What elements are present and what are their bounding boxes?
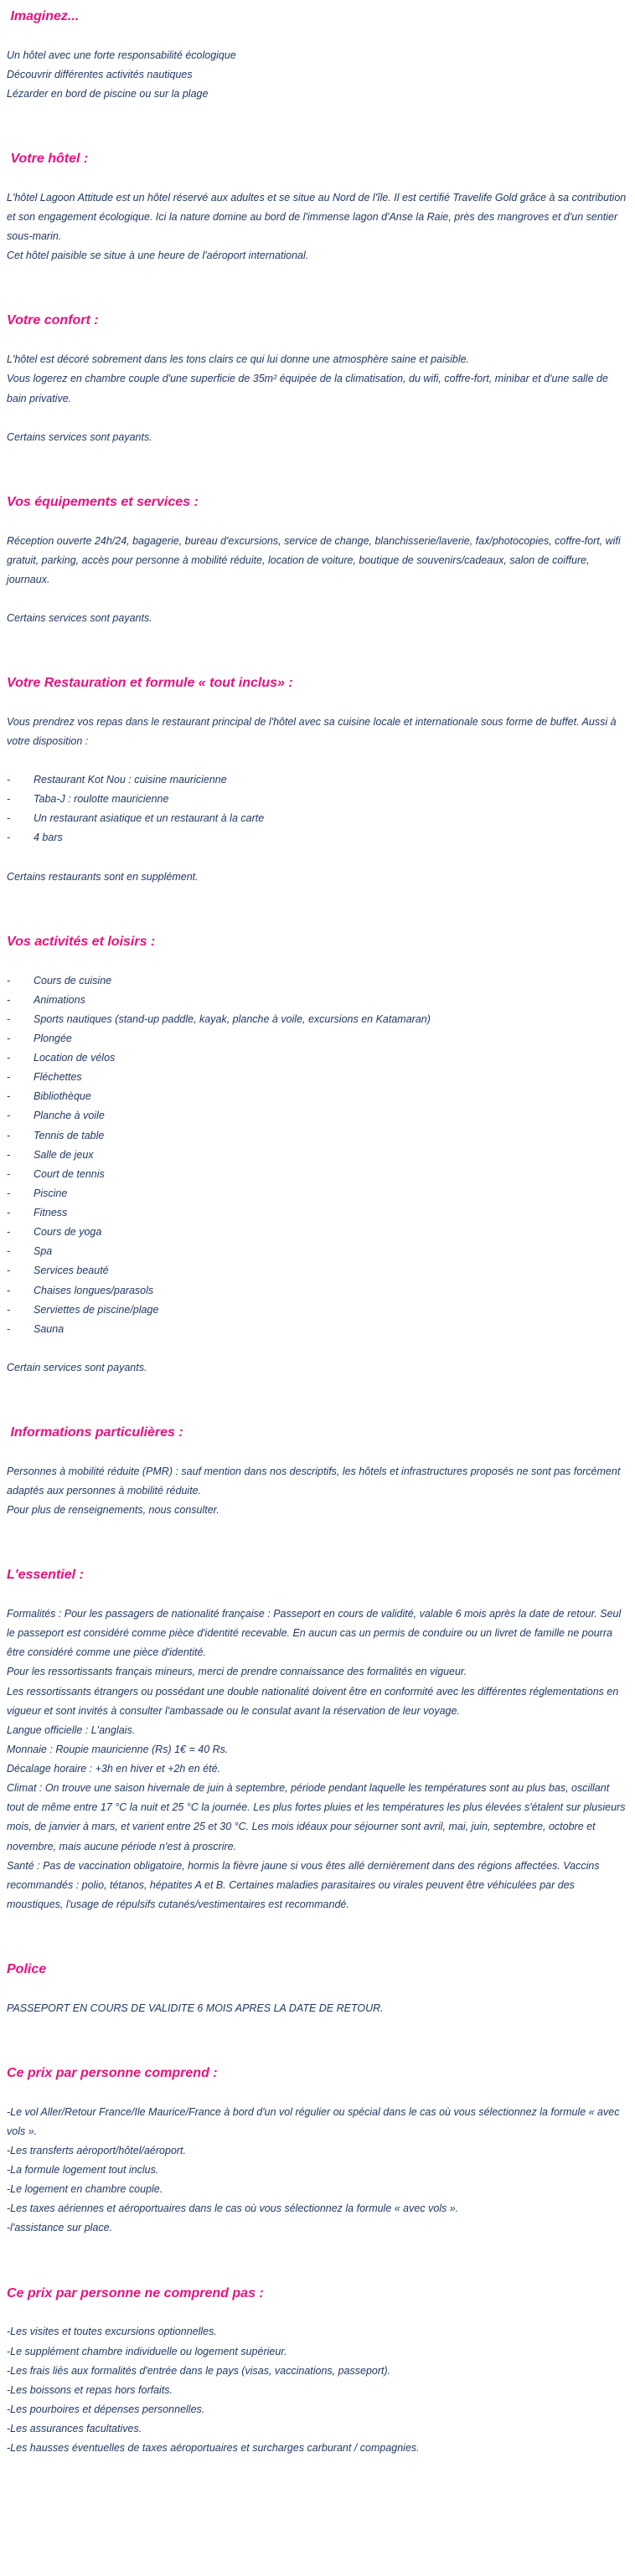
document-body [7, 8, 627, 2458]
paragraph: Formalités : Pour les passagers de nationalité française : Passeport en cours de validité, valable 6 mois après la date de retour. Seul le passeport est considéré comme pièce d'identité recevable. En aucun cas un permis de conduire ou un livret de famille ne pourra être considéré comme une pièce d'identité. [7, 1608, 624, 1659]
blank-line [7, 848, 627, 868]
dash-bullet: - [7, 774, 11, 786]
paragraph: L'hôtel Lagoon Attitude est un hôtel réservé aux adultes et se situe au Nord de l'île. Il est certifié Travelife Gold grâce à sa contribution et son engagement écologique. Ici la nature domine au bord de l'immense lagon d'Anse la Raie, près des mangroves et d'un sentier sous-marin. [7, 191, 629, 243]
dash-list-item [7, 991, 627, 1010]
paragraph: Certains services sont payants. [7, 430, 152, 443]
text-line: -Les boissons et repas hors forfaits. [7, 2383, 173, 2396]
paragraph: Langue officielle : L'anglais. [7, 1723, 136, 1736]
section-heading-equipements-services: Vos équipements et services : [7, 494, 199, 509]
section-heading-prix-ne-comprend-pas: Ce prix par personne ne comprend pas : [7, 2285, 264, 2300]
dash-list-item [7, 1320, 627, 1339]
section-votre-confort [7, 312, 627, 446]
section-equipements-services [7, 494, 627, 628]
section-heading-essentiel: L'essentiel : [7, 1568, 84, 1583]
section-prix-comprend [7, 2065, 627, 2239]
section-heading-votre-confort: Votre confort : [7, 313, 99, 328]
text-line: -Les pourboires et dépenses personnelles. [7, 2403, 205, 2415]
dash-item-text: Fléchettes [34, 1071, 82, 1084]
dash-item-text: Planche à voile [34, 1110, 105, 1122]
dash-bullet: - [7, 1012, 11, 1025]
dash-item-text: Sauna [34, 1322, 65, 1335]
text-line: Découvrir différentes activités nautiques [7, 68, 193, 80]
section-votre-hotel [7, 151, 627, 265]
text-line: -Les assurances facultatives. [7, 2423, 142, 2435]
section-heading-prix-comprend: Ce prix par personne comprend : [7, 2065, 218, 2080]
dash-bullet: - [7, 1226, 11, 1239]
section-heading-activites-loisirs: Vos activités et loisirs : [7, 934, 156, 949]
dash-item-text: Services beauté [34, 1265, 109, 1277]
dash-list-item [7, 1242, 627, 1261]
dash-bullet: - [7, 1110, 11, 1122]
section-informations-particulieres [7, 1425, 627, 1520]
section-imaginez [7, 8, 627, 104]
dash-bullet: - [7, 1090, 11, 1103]
dash-item-text: Taba-J : roulotte mauricienne [34, 793, 169, 806]
dash-bullet: - [7, 1245, 11, 1258]
dash-list-item [7, 1146, 627, 1165]
dash-item-text: Tennis de table [34, 1129, 105, 1141]
dash-list-item [7, 790, 627, 809]
section-heading-informations-particulieres: Informations particulières : [7, 1425, 183, 1440]
paragraph: Certain services sont payants. [7, 1361, 147, 1373]
dash-item-text: Un restaurant asiatique et un restaurant à la carte [34, 812, 265, 825]
text-line: -La formule logement tout inclus. [7, 2164, 159, 2177]
text-line: Lézarder en bord de piscine ou sur la plage [7, 88, 209, 100]
paragraph: Pour plus de renseignements, nous consulter. [7, 1504, 219, 1517]
dash-bullet: - [7, 793, 11, 806]
paragraph: Pour les ressortissants français mineurs, merci de prendre connaissance des formalités en vigueur. [7, 1666, 467, 1678]
dash-item-text: Animations [34, 993, 85, 1006]
paragraph: Santé : Pas de vaccination obligatoire, hormis la fièvre jaune si vous êtes allé dernièrement dans des régions affectées. Vaccins recommandés : polio, tétanos, hépatites A et B. Certaines maladies parasitaires ou virales peuvent être véhiculées par des moustiques, l'usage de répulsifs cutanés/vestimentaires est recommandé. [7, 1859, 603, 1910]
dash-item-text: Court de tennis [34, 1167, 105, 1180]
dash-list-item [7, 1281, 627, 1301]
text-line: -l'assistance sur place. [7, 2222, 113, 2234]
dash-item-text: Spa [34, 1245, 53, 1258]
paragraph: Personnes à mobilité réduite (PMR) : sauf mention dans nos descriptifs, les hôtels et infrastructures proposés ne sont pas forcément adaptés aux personnes à mobilité réduite. [7, 1465, 623, 1497]
dash-item-text: 4 bars [34, 832, 63, 844]
dash-list-item [7, 1029, 627, 1048]
dash-item-text: Cours de cuisine [34, 974, 112, 987]
section-activites-loisirs [7, 934, 627, 1378]
dash-list-item [7, 1087, 627, 1106]
paragraph: Certains services sont payants. [7, 611, 152, 624]
dash-list-item [7, 809, 627, 828]
text-line: -Le supplément chambre individuelle ou logement supérieur. [7, 2345, 287, 2357]
dash-bullet: - [7, 1129, 11, 1141]
dash-list-item [7, 770, 627, 790]
dash-list-item [7, 1165, 627, 1184]
paragraph: PASSEPORT EN COURS DE VALIDITE 6 MOIS APRES LA DATE DE RETOUR. [7, 2002, 384, 2014]
text-line: -Le vol Aller/Retour France/Ile Maurice/France à bord d'un vol régulier ou spécial dans le cas où vous sélectionnez la formule « avec vols ». [7, 2105, 622, 2137]
dash-list-item [7, 1068, 627, 1087]
section-prix-ne-comprend-pas [7, 2285, 627, 2459]
dash-item-text: Plongée [34, 1032, 72, 1044]
dash-bullet: - [7, 1207, 11, 1219]
section-heading-restauration: Votre Restauration et formule « tout inclus» : [7, 676, 293, 691]
dash-bullet: - [7, 812, 11, 825]
dash-list-item [7, 1223, 627, 1242]
dash-item-text: Salle de jeux [34, 1148, 94, 1161]
dash-list-item [7, 1301, 627, 1320]
dash-list-item [7, 1203, 627, 1223]
dash-bullet: - [7, 1284, 11, 1296]
paragraph: Cet hôtel paisible se situe à une heure de l'aéroport international. [7, 250, 309, 262]
paragraph: Vous prendrez vos repas dans le restaurant principal de l'hôtel avec sa cuisine locale et internationale sous forme de buffet. Aussi à votre disposition : [7, 715, 620, 747]
paragraph: Décalage horaire : +3h en hiver et +2h en été. [7, 1763, 221, 1775]
dash-bullet: - [7, 993, 11, 1006]
dash-bullet: - [7, 832, 11, 844]
section-restauration [7, 675, 627, 887]
blank-line [7, 590, 627, 609]
dash-item-text: Chaises longues/parasols [34, 1284, 154, 1296]
text-line: -Le logement en chambre couple. [7, 2183, 163, 2196]
blank-line [7, 409, 627, 428]
dash-list-item [7, 1048, 627, 1068]
section-heading-police: Police [7, 1962, 47, 1976]
dash-list-item [7, 1010, 627, 1029]
paragraph: Monnaie : Roupie mauricienne (Rs) 1€ = 40 Rs. [7, 1743, 229, 1755]
blank-line [7, 1339, 627, 1358]
paragraph: L'hôtel est décoré sobrement dans les tons clairs ce qui lui donne une atmosphère saine et paisible. [7, 353, 470, 366]
dash-bullet: - [7, 1032, 11, 1044]
section-essentiel [7, 1567, 627, 1914]
dash-bullet: - [7, 1148, 11, 1161]
dash-item-text: Bibliothèque [34, 1090, 91, 1103]
dash-bullet: - [7, 1052, 11, 1064]
text-line: -Les hausses éventuelles de taxes aéroportuaires et surcharges carburant / compagnies. [7, 2442, 420, 2455]
section-heading-imaginez: Imaginez... [7, 9, 80, 23]
section-police [7, 1961, 627, 2018]
dash-item-text: Restaurant Kot Nou : cuisine mauricienne [34, 774, 227, 786]
dash-list-item [7, 1184, 627, 1203]
dash-item-text: Piscine [34, 1187, 68, 1199]
text-line: -Les transferts aéroport/hôtel/aéroport. [7, 2144, 187, 2156]
paragraph: Réception ouverte 24h/24, bagagerie, bureau d'excursions, service de change, blanchisserie/laverie, fax/photocopies, coffre-fort, wifi gratuit, parking, accès pour personne à mobilité réduite, location de voiture, boutique de souvenirs/cadeaux, salon de coiffure, journaux. [7, 534, 624, 585]
paragraph: Climat : On trouve une saison hivernale de juin à septembre, période pendant laquelle les températures sont au plus bas, oscillant tout de même entre 17 °C la nuit et 25 °C la journée. Les plus fortes pluies et les températures les plus élevées s'étalent sur plusieurs mois, de janvier à mars, et varient entre 25 et 30 °C. Les mois idéaux pour séjourner sont avril, mai, juin, septembre, octobre et novembre, mais aucune période n'est à proscrire. [7, 1782, 628, 1852]
dash-item-text: Fitness [34, 1207, 68, 1219]
text-line: -Les visites et toutes excursions optionnelles. [7, 2326, 217, 2338]
paragraph: Vous logerez en chambre couple d'une superficie de 35m² équipée de la climatisation, du wifi, coffre-fort, minibar et d'une salle de bain privative. [7, 373, 612, 404]
blank-line [7, 751, 627, 770]
dash-bullet: - [7, 1322, 11, 1335]
dash-bullet: - [7, 1303, 11, 1316]
paragraph: Certains restaurants sont en supplément. [7, 870, 199, 883]
dash-list-item [7, 971, 627, 991]
dash-bullet: - [7, 974, 11, 987]
dash-item-text: Sports nautiques (stand-up paddle, kayak, planche à voile, excursions en Katamaran) [34, 1012, 431, 1025]
dash-item-text: Serviettes de piscine/plage [34, 1303, 159, 1316]
dash-list-item [7, 1126, 627, 1146]
text-line: Un hôtel avec une forte responsabilité écologique [7, 49, 236, 61]
dash-bullet: - [7, 1071, 11, 1084]
dash-item-text: Cours de yoga [34, 1226, 102, 1239]
dash-bullet: - [7, 1167, 11, 1180]
section-heading-votre-hotel: Votre hôtel : [7, 152, 89, 167]
dash-bullet: - [7, 1187, 11, 1199]
dash-bullet: - [7, 1265, 11, 1277]
paragraph: Les ressortissants étrangers ou possédant une double nationalité doivent être en conformité avec les différentes réglementations en vigueur et sont invités à consulter l'ambassade ou le consulat avant la réservation de leur voyage. [7, 1685, 622, 1717]
dash-list-item [7, 1261, 627, 1280]
dash-list-item [7, 828, 627, 848]
dash-list-item [7, 1106, 627, 1126]
text-line: -Les frais liés aux formalités d'entrée dans le pays (visas, vaccinations, passeport). [7, 2364, 391, 2377]
text-line: -Les taxes aériennes et aéroportuaires dans le cas où vous sélectionnez la formule « avec vols ». [7, 2202, 459, 2215]
dash-item-text: Location de vélos [34, 1052, 116, 1064]
